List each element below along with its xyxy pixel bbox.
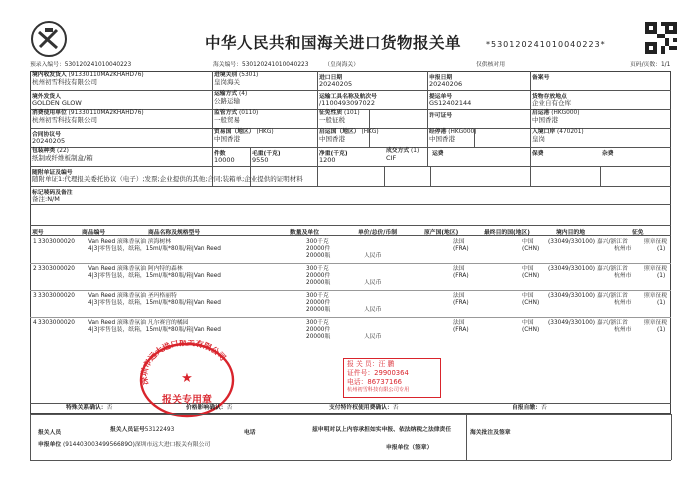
col-name: 商品名称及规格型号 [148, 230, 201, 236]
barcode-text: *530120241010040223* [486, 40, 606, 49]
goods-qty-pcs: 20000件 [306, 327, 331, 333]
stamp-line-4: 杭州初雪科技有限公司专用 [347, 387, 410, 393]
goods-levy: 照章征税 [644, 239, 668, 245]
goods-qty-pcs: 20000件 [306, 300, 331, 306]
goods-levy: 照章征税 [644, 293, 668, 299]
goods-name: Van Reed 滚珠香氛油 圣玛格丽特 [88, 293, 177, 299]
via-port-cell: 经停港 (HKG000) 中国香港 [429, 129, 477, 143]
goods-qty-bottles: 20000瓶 [306, 280, 331, 286]
import-date-cell: 进口日期 20240205 [319, 75, 353, 88]
goods-origin-code: (FRA) [453, 246, 469, 252]
goods-spec: 4|3|零售包装，纸箱，15ml/瓶*80瓶/箱|Van Reed [88, 273, 221, 279]
col-domestic: 境内目的地 [556, 230, 585, 236]
customs-no-line: 海关编号：530120241010040223 （皇岗海关） [213, 62, 360, 68]
goods-levy-code: (1) [657, 273, 666, 279]
origin-country-cell: 启运国（地区） (HKG) 中国香港 [319, 129, 379, 143]
storage-cell: 货物存放地点 企业自有仓库 [532, 94, 571, 107]
goods-levy-code: (1) [657, 246, 666, 252]
goods-spec: 4|3|零售包装，纸箱，15ml/瓶*80瓶/箱|Van Reed [88, 246, 221, 252]
consignee-cell: 境内收发货人 (91330110MA2KHAHD76) 杭州初雪科技有限公司 [32, 72, 144, 86]
goods-origin-code: (FRA) [453, 327, 469, 333]
goods-origin: 法国 [453, 320, 465, 326]
goods-levy: 照章征税 [644, 320, 668, 326]
supervision-cell: 监管方式 (0110) 一般贸易 [214, 110, 259, 124]
col-levy: 征免 [632, 230, 644, 236]
misc-label: 杂费 [602, 151, 614, 157]
goods-code: 3303000020 [38, 320, 75, 326]
stamp-line-3: 电话：86737166 [347, 378, 402, 386]
col-qty: 数量及单位 [290, 230, 319, 236]
goods-name: Van Reed 滚珠香氛油 阿内特的森林 [88, 266, 183, 272]
goods-domestic: (33049/330100) 嘉兴/浙江省 [548, 266, 628, 272]
goods-domestic: (33049/330100) 嘉兴/浙江省 [548, 320, 628, 326]
goods-domestic-city: 杭州市 [614, 273, 632, 279]
package-cell: 包装种类 (22) 纸制或纤维板制盒/箱 [32, 148, 93, 162]
docs-cell: 随附单证及编号 随附单证1:代理报关委托协议（电子）;发票;企业提供的其他;合同;装箱单;企业提供的证明材料 [32, 170, 303, 183]
pieces-cell: 件数 10000 [214, 151, 235, 164]
goods-qty-kg: 300千克 [306, 239, 329, 245]
goods-code: 3303000020 [38, 266, 75, 272]
col-no: 项号 [32, 230, 44, 236]
col-origin: 原产国(地区) [424, 230, 459, 236]
special-confirm: 特殊关系确认：否 [66, 405, 113, 411]
goods-no: 4 [33, 320, 37, 326]
goods-currency: 人民币 [364, 253, 382, 259]
shipper-cell: 境外发货人 GOLDEN GLOW [32, 94, 82, 107]
remarks-cell: 标记唛码及备注 备注:N/M [32, 190, 73, 203]
goods-domestic-city: 杭州市 [614, 300, 632, 306]
record-no-cell: 备案号 [532, 75, 550, 81]
entry-port-cell: 进境关别 (5301) 皇岗海关 [214, 72, 259, 86]
goods-dest-code: (CHN) [522, 327, 540, 333]
transport-cell: 运输方式 (4) 公路运输 [214, 91, 248, 105]
start-port-cell: 启运港 (HKG000) 中国香港 [532, 110, 580, 124]
page-number: 页码/页数：1/1 [630, 62, 671, 68]
goods-origin-code: (FRA) [453, 273, 469, 279]
goods-qty-kg: 300千克 [306, 320, 329, 326]
vehicle-cell: 运输工具名称及航次号 /1100493097022 [319, 94, 377, 107]
deal-cell: 成交方式 (1) CIF [386, 148, 420, 162]
goods-dest: 中国 [522, 320, 534, 326]
goods-qty-pcs: 20000件 [306, 246, 331, 252]
stamp-line-2: 证件号：29900364 [347, 369, 409, 377]
entry-point-cell: 入境口岸 (470201) 皇岗 [532, 129, 584, 143]
col-dest: 最终目的国(地区) [484, 230, 530, 236]
goods-dest: 中国 [522, 266, 534, 272]
goods-domestic-city: 杭州市 [614, 327, 632, 333]
goods-dest: 中国 [522, 239, 534, 245]
goods-qty-kg: 300千克 [306, 266, 329, 272]
goods-currency: 人民币 [364, 280, 382, 286]
goods-origin-code: (FRA) [453, 300, 469, 306]
goods-dest-code: (CHN) [522, 300, 540, 306]
goods-currency: 人民币 [364, 307, 382, 313]
self-confirm: 自报自缴：否 [512, 405, 547, 411]
svg-text:★: ★ [181, 371, 193, 386]
goods-no: 2 [33, 266, 37, 272]
declare-date-cell: 申报日期 20240206 [429, 75, 463, 88]
goods-code: 3303000020 [38, 293, 75, 299]
goods-dest-code: (CHN) [522, 273, 540, 279]
goods-currency: 人民币 [364, 334, 382, 340]
goods-code: 3303000020 [38, 239, 75, 245]
net-cell: 净重(千克) 1200 [319, 151, 348, 164]
cert-no: 报关人员证号53122493 [110, 427, 175, 433]
goods-name: Van Reed 滚珠香氛油 凡尔赛宫的橘园 [88, 320, 189, 326]
goods-origin: 法国 [453, 293, 465, 299]
license-cell: 许可证号 [429, 113, 453, 119]
qr-code-icon [645, 22, 677, 54]
insurance-label: 保费 [532, 151, 544, 157]
goods-name: Van Reed 滚珠香氛油 滨海树林 [88, 239, 172, 245]
goods-dest-code: (CHN) [522, 246, 540, 252]
user-cell: 消费使用单位 (91330110MA2KHAHD76) 杭州初雪科技有限公司 [32, 110, 144, 124]
contract-cell: 合同协议号 20240205 [32, 132, 66, 145]
goods-qty-bottles: 20000瓶 [306, 253, 331, 259]
statement: 兹申明对以上内容承担如实申报、依法纳税之法律责任 [312, 427, 452, 433]
price-confirm: 价格影响确认：否 [186, 405, 233, 411]
customs-note-label: 海关批注及签章 [470, 430, 511, 436]
declare-unit: 申报单位 (91440300349956689O)深圳市远大进口报关有限公司 [38, 442, 211, 448]
goods-spec: 4|3|零售包装，纸箱，15ml/瓶*80瓶/箱|Van Reed [88, 327, 221, 333]
goods-qty-bottles: 20000瓶 [306, 334, 331, 340]
royalty-confirm: 支付特许权使用费确认：否 [329, 405, 399, 411]
stamp-ring-text: 深圳市远大进口报关有限公司 [139, 340, 228, 386]
goods-levy: 照章征税 [644, 266, 668, 272]
goods-no: 1 [33, 239, 37, 245]
goods-qty-bottles: 20000瓶 [306, 307, 331, 313]
goods-qty-kg: 300千克 [306, 293, 329, 299]
unit-stamp-label: 申报单位（签章） [386, 445, 433, 451]
pre-entry-line: 预录入编号：530120241010040223 [30, 62, 132, 68]
goods-origin: 法国 [453, 266, 465, 272]
page-title: 中华人民共和国海关进口货物报关单 [205, 34, 462, 52]
logo-icon [30, 20, 68, 58]
declarant-stamp-rect [343, 358, 441, 398]
stamp-center-text: 报关专用章 [162, 395, 212, 406]
stamp-line-1: 报 关 员：汪 鹏 [347, 360, 395, 368]
phone-label: 电话 [244, 430, 256, 436]
bl-cell: 提运单号 GS12402144 [429, 94, 472, 107]
verify-note: 仅供核对用 [476, 62, 505, 68]
tax-cell: 征免性质 (101) 一般征税 [319, 110, 360, 124]
trade-country-cell: 贸易国（地区） (HKG) 中国香港 [214, 129, 274, 143]
goods-levy-code: (1) [657, 300, 666, 306]
col-price: 单价/总价/币制 [358, 230, 398, 236]
goods-levy-code: (1) [657, 327, 666, 333]
goods-domestic-city: 杭州市 [614, 246, 632, 252]
goods-domestic: (33049/330100) 嘉兴/浙江省 [548, 239, 628, 245]
col-code: 商品编号 [82, 230, 106, 236]
goods-no: 3 [33, 293, 37, 299]
goods-dest: 中国 [522, 293, 534, 299]
freight-label: 运费 [432, 151, 444, 157]
goods-domestic: (33049/330100) 嘉兴/浙江省 [548, 293, 628, 299]
goods-qty-pcs: 20000件 [306, 273, 331, 279]
goods-spec: 4|3|零售包装，纸箱，15ml/瓶*80瓶/箱|Van Reed [88, 300, 221, 306]
goods-origin: 法国 [453, 239, 465, 245]
gross-cell: 毛重(千克) 9550 [252, 151, 281, 164]
declarant-label: 报关人员 [38, 430, 62, 436]
